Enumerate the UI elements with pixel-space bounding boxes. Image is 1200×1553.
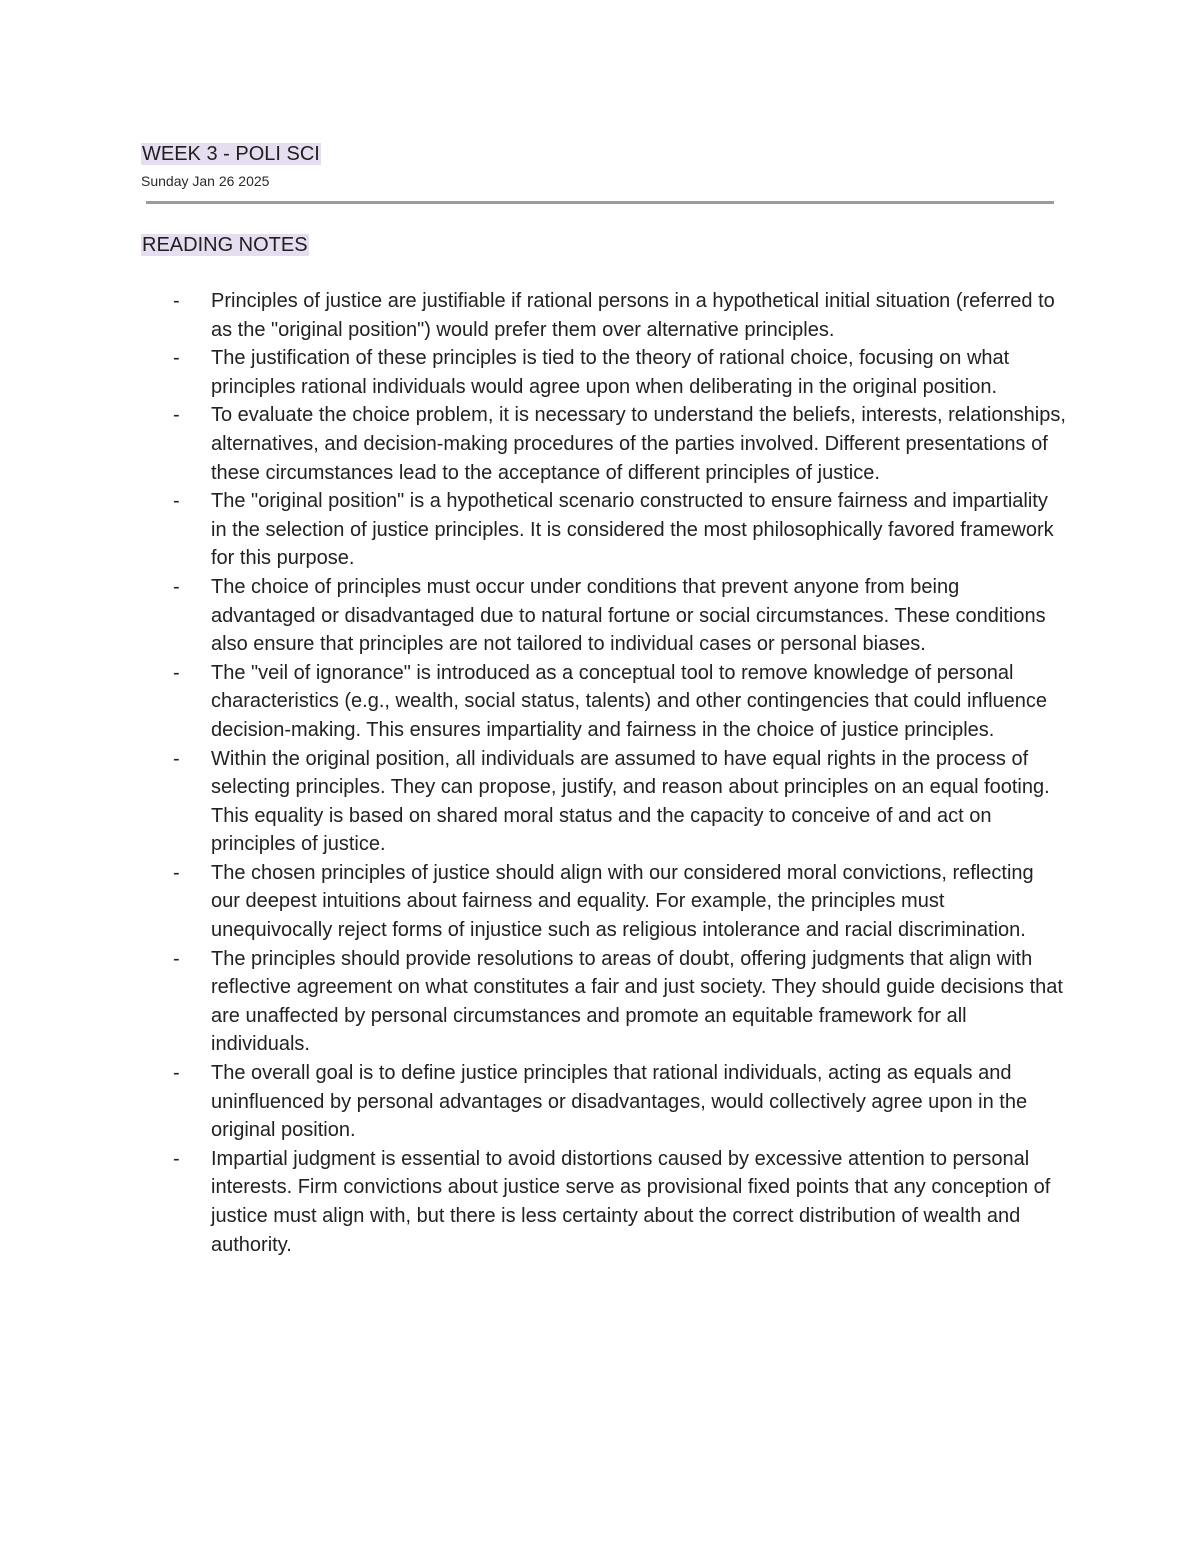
list-item [171, 659, 1066, 745]
list-item-text: Impartial judgment is essential to avoid distortions caused by excessive attention to personal interests. Firm convictions about justice serve as provisional fixed points that any conception of justice must align with, but there is less certainty about the correct distribution of wealth and authority. [211, 1147, 1051, 1256]
bullet-dash: - [173, 404, 180, 427]
list-item-text: Principles of justice are justifiable if rational persons in a hypothetical initial situation (referred to as the "original position") would prefer them over alternative principles. [211, 290, 1055, 341]
bullet-dash: - [173, 1147, 180, 1170]
bullet-dash: - [173, 861, 180, 884]
list-item [171, 859, 1066, 945]
list-item [171, 1145, 1066, 1259]
list-item [171, 745, 1066, 859]
bullet-dash: - [173, 1062, 180, 1085]
list-item-text: Within the original position, all individuals are assumed to have equal rights in the process of selecting principles. They can propose, justify, and reason about principles on an equal footing. This equality is based on shared moral status and the capacity to conceive of and act on principles of justice. [211, 747, 1050, 856]
list-item-text: The justification of these principles is tied to the theory of rational choice, focusing on what principles rational individuals would agree upon when deliberating in the original position. [211, 347, 1010, 398]
list-item [171, 945, 1066, 1059]
list-item-text: The principles should provide resolutions to areas of doubt, offering judgments that align with reflective agreement on what constitutes a fair and just society. They should guide decisions that are unaffected by personal circumstances and promote an equitable framework for all individuals. [211, 947, 1063, 1056]
list-item [171, 573, 1066, 659]
list-item [171, 401, 1066, 487]
list-item-text: The "original position" is a hypothetical scenario constructed to ensure fairness and impartiality in the selection of justice principles. It is considered the most philosophically favored framework for this purpose. [211, 490, 1054, 570]
bullet-dash: - [173, 575, 180, 598]
list-item-text: The choice of principles must occur under conditions that prevent anyone from being advantaged or disadvantaged due to natural fortune or social circumstances. These conditions also ensure that principles are not tailored to individual cases or personal biases. [211, 575, 1046, 656]
bullet-dash: - [173, 490, 180, 513]
list-item-text: The overall goal is to define justice principles that rational individuals, acting as equals and uninfluenced by personal advantages or disadvantages, would collectively agree upon in the original position. [211, 1062, 1028, 1142]
section-heading [141, 232, 309, 258]
list-item [171, 1059, 1066, 1145]
bullet-dash: - [173, 661, 180, 684]
bullet-dash: - [173, 347, 180, 370]
section-heading-text: READING NOTES [142, 234, 308, 256]
document-title-text: WEEK 3 - POLI SCI [142, 143, 320, 165]
reading-notes-list [171, 287, 1066, 1259]
list-item-text: To evaluate the choice problem, it is necessary to understand the beliefs, interests, relationships, alternatives, and decision-making procedures of the parties involved. Different presentations of these circumstances lead to the acceptance of different principles of justice. [211, 404, 1066, 484]
document-title [141, 141, 321, 167]
document-date: Sunday Jan 26 2025 [141, 173, 270, 189]
list-item [171, 287, 1066, 344]
list-item [171, 344, 1066, 401]
list-item [171, 487, 1066, 573]
bullet-dash: - [173, 947, 180, 970]
list-item-text: The "veil of ignorance" is introduced as a conceptual tool to remove knowledge of personal characteristics (e.g., wealth, social status, talents) and other contingencies that could influence decision-making. This ensures impartiality and fairness in the choice of justice principles. [211, 661, 1048, 741]
list-item-text: The chosen principles of justice should align with our considered moral convictions, reflecting our deepest intuitions about fairness and equality. For example, the principles must unequivocally reject forms of injustice such as religious intolerance and racial discrimination. [211, 861, 1034, 942]
bullet-dash: - [173, 747, 180, 770]
bullet-dash: - [173, 290, 180, 312]
horizontal-divider [146, 201, 1054, 204]
